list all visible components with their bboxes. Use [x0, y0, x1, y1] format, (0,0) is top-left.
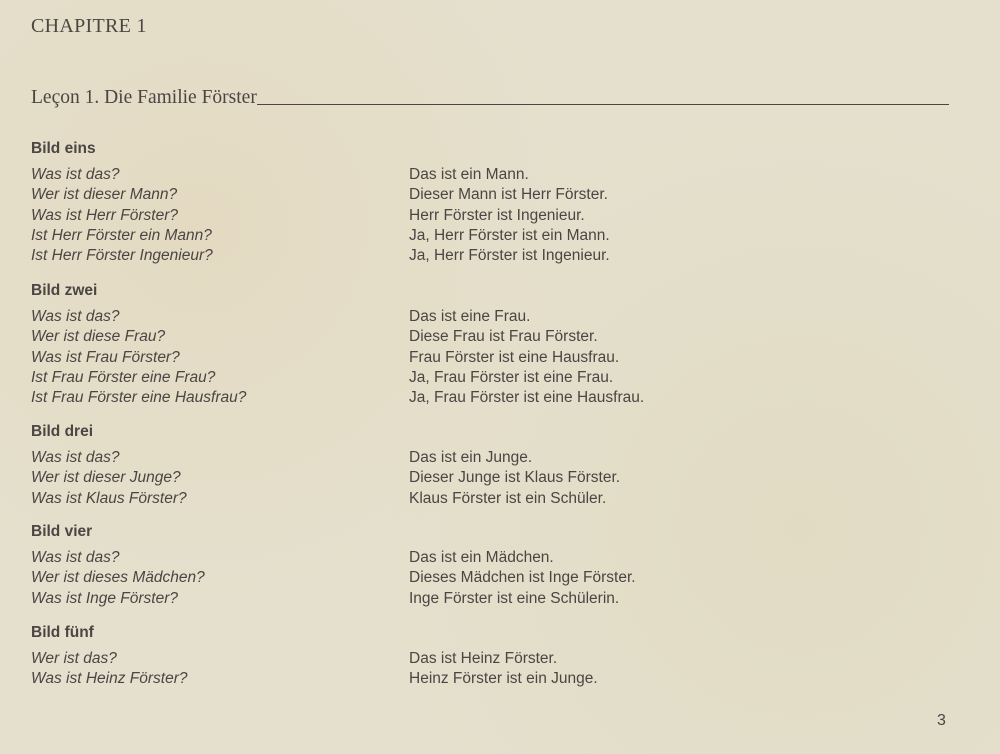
question: Was ist das?	[31, 449, 120, 466]
picture-section	[31, 522, 961, 609]
question: Was ist das?	[31, 308, 120, 325]
answer: Dieser Mann ist Herr Förster.	[409, 186, 608, 204]
question: Wer ist dieser Mann?	[31, 186, 178, 204]
question: Was ist Klaus Förster?	[31, 489, 187, 507]
question: Ist Frau Förster eine Hausfrau?	[31, 389, 247, 407]
qa-row	[31, 185, 961, 205]
answer: Ja, Herr Förster ist Ingenieur.	[409, 247, 610, 265]
question: Was ist Inge Förster?	[31, 589, 179, 607]
qa-row	[31, 448, 961, 468]
answer: Ja, Frau Förster ist eine Hausfrau.	[409, 389, 645, 407]
section-heading: Bild drei	[31, 423, 94, 440]
qa-row	[31, 165, 961, 185]
question: Was ist Heinz Förster?	[31, 670, 188, 688]
answer: Das ist ein Junge.	[409, 449, 533, 466]
answer: Das ist ein Mädchen.	[409, 549, 554, 566]
question: Was ist Herr Förster?	[31, 206, 178, 224]
title-rule	[257, 104, 949, 105]
question: Was ist das?	[31, 549, 120, 566]
section-heading: Bild zwei	[31, 282, 98, 299]
page-number: 3	[937, 712, 946, 729]
question: Ist Herr Förster Ingenieur?	[31, 247, 213, 265]
answer: Diese Frau ist Frau Förster.	[409, 328, 598, 346]
answer: Das ist ein Mann.	[409, 166, 529, 183]
answer: Herr Förster ist Ingenieur.	[409, 206, 585, 224]
qa-row	[31, 669, 961, 689]
qa-row	[31, 246, 961, 266]
question: Wer ist dieser Junge?	[31, 469, 181, 487]
qa-row	[31, 489, 961, 509]
question: Wer ist diese Frau?	[31, 328, 166, 346]
answer: Das ist Heinz Förster.	[409, 650, 558, 667]
qa-row	[31, 348, 961, 368]
qa-row	[31, 368, 961, 388]
answer: Inge Förster ist eine Schülerin.	[409, 589, 620, 607]
qa-row	[31, 649, 961, 669]
answer: Das ist eine Frau.	[409, 308, 531, 325]
question: Was ist das?	[31, 166, 120, 183]
question: Ist Frau Förster eine Frau?	[31, 368, 216, 386]
answer: Dieses Mädchen ist Inge Förster.	[409, 569, 636, 587]
qa-row	[31, 568, 961, 588]
qa-row	[31, 206, 961, 226]
picture-section	[31, 139, 961, 266]
section-heading: Bild fünf	[31, 624, 94, 641]
lesson-title-text: Leçon 1. Die Familie Förster	[31, 87, 257, 108]
section-heading: Bild eins	[31, 140, 96, 157]
answer: Ja, Frau Förster ist eine Frau.	[409, 368, 614, 386]
answer: Ja, Herr Förster ist ein Mann.	[409, 226, 610, 244]
qa-row	[31, 468, 961, 488]
question: Wer ist dieses Mädchen?	[31, 569, 205, 587]
qa-row	[31, 388, 961, 408]
chapter-heading: CHAPITRE 1	[31, 15, 147, 37]
qa-row	[31, 226, 961, 246]
question: Ist Herr Förster ein Mann?	[31, 226, 212, 244]
qa-row	[31, 589, 961, 609]
answer: Dieser Junge ist Klaus Förster.	[409, 469, 621, 487]
lesson-title	[31, 87, 949, 109]
question: Was ist Frau Förster?	[31, 348, 180, 366]
picture-section	[31, 422, 961, 509]
qa-row	[31, 327, 961, 347]
qa-row	[31, 307, 961, 327]
answer: Heinz Förster ist ein Junge.	[409, 670, 598, 688]
answer: Frau Förster ist eine Hausfrau.	[409, 348, 620, 366]
picture-section	[31, 281, 961, 408]
picture-section	[31, 623, 961, 690]
question: Wer ist das?	[31, 650, 117, 667]
section-heading: Bild vier	[31, 523, 93, 540]
answer: Klaus Förster ist ein Schüler.	[409, 489, 607, 507]
qa-row	[31, 548, 961, 568]
